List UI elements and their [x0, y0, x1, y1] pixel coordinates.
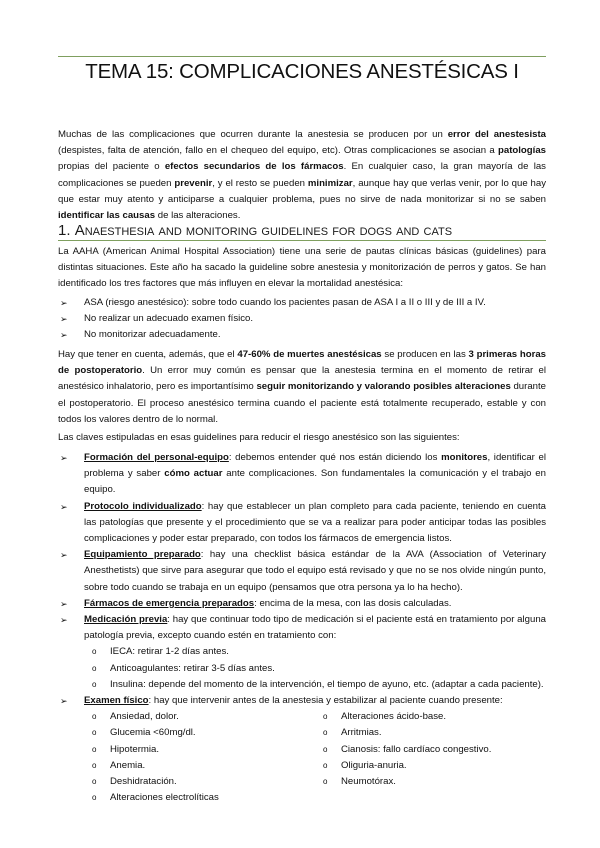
- list-item: ➢ Examen físico: hay que intervenir antes de la anestesia y estabilizar al paciente cuando presente: o Ansiedad, dolor. o Glucemia <60mg/dl. o Hipotermia. o Anemia. o Deshidratación. o Alteraciones electrolíticas o Alteraciones ácido-base. o Arritmias. o Cianosis: fallo cardíaco congestivo. o Oliguria-anuria. o Neumotórax.: [58, 693, 546, 806]
- list-item: o Alteraciones electrolíticas: [84, 790, 315, 806]
- list-item: o Glucemia <60mg/dl.: [84, 725, 315, 741]
- list-item: o Arritmias.: [315, 725, 546, 741]
- list-item: o Anticoagulantes: retirar 3-5 días antes.: [84, 661, 546, 677]
- title-rule: [58, 56, 546, 57]
- risk-factor-list: [58, 295, 546, 344]
- arrow-bullet-icon: ➢: [60, 550, 68, 561]
- list-item: o Alteraciones ácido-base.: [315, 709, 546, 725]
- circle-bullet-icon: o: [92, 777, 97, 787]
- list-item: ➢ Fármacos de emergencia preparados: encima de la mesa, con las dosis calculadas.: [58, 596, 546, 612]
- exam-conditions: [84, 709, 546, 806]
- arrow-bullet-icon: ➢: [60, 615, 68, 626]
- circle-bullet-icon: o: [323, 777, 328, 787]
- circle-bullet-icon: o: [92, 744, 97, 754]
- arrow-bullet-icon: ➢: [60, 298, 68, 308]
- arrow-bullet-icon: ➢: [60, 696, 68, 707]
- list-item: o Deshidratación.: [84, 774, 315, 790]
- list-item: ➢ Protocolo individualizado: hay que establecer un plan completo para cada paciente, teniendo en cuenta las patologías que presente y el procedimiento que se va a realizar para poder anticipar todas las posibles complicaciones y poder estar preparado, con todos los fármacos de emergencia listos.: [60, 500, 547, 545]
- list-item: o Oliguria-anuria.: [315, 758, 546, 774]
- arrow-bullet-icon: ➢: [60, 453, 68, 463]
- list-item: ➢ No realizar un adecuado examen físico.: [58, 311, 546, 327]
- arrow-bullet-icon: ➢: [60, 330, 68, 341]
- section-heading: 1. Anaesthesia and monitoring guidelines for dogs and cats: [58, 222, 453, 239]
- list-item: ➢ Medicación previa: hay que continuar todo tipo de medicación si el paciente está en tratamiento por alguna patología previa, excepto cuando estén en tratamiento con: o IECA: retirar 1-2 días antes. o Anticoagulantes: retirar 3-5 días antes. o Insulina: depende del momento de la intervención, el tiempo de ayuno, etc. (adaptar a cada paciente).: [58, 612, 546, 693]
- exam-conditions-right: [315, 709, 546, 806]
- list-item: o Hipotermia.: [84, 742, 315, 758]
- medication-sublist: [84, 644, 546, 693]
- circle-bullet-icon: o: [92, 728, 97, 738]
- list-item: o Ansiedad, dolor.: [84, 709, 315, 725]
- circle-bullet-icon: o: [323, 728, 328, 738]
- circle-bullet-icon: o: [92, 647, 97, 657]
- list-item: o IECA: retirar 1-2 días antes.: [84, 644, 546, 660]
- section-paragraph-1: La AAHA (American Animal Hospital Association) tiene una serie de pautas clínicas básicas (guidelines) para distintas situaciones. Este año ha sacado la guideline sobre anestesia y monitorización de perros y gatos. Se han identificado los tres factores que más influyen en elevar la mortalidad anestésica:: [58, 246, 546, 290]
- keys-list: [58, 450, 546, 806]
- section-paragraph-2: Hay que tener en cuenta, además, que el 47-60% de muertes anestésicas se producen en las 3 primeras horas de postoperatorio. Un error muy común es pensar que la anestesia termina en el momento de retirar el anestésico inhalatorio, pero es importantísimo seguir monitorizando y valorando posibles alteraciones durante el postoperatorio. El proceso anestésico termina cuando el paciente está totalmente recuperado, estable y con todos los valores dentro de lo normal.: [58, 349, 547, 425]
- list-item: o Anemia.: [84, 758, 315, 774]
- list-item: ➢ No monitorizar adecuadamente.: [58, 327, 546, 343]
- list-item: ➢ Formación del personal-equipo: debemos entender qué nos están diciendo los monitores, identificar el problema y saber cómo actuar ante complicaciones. Son fundamentales la comunicación y el trabajo en equipo.: [60, 452, 546, 496]
- list-item: o Insulina: depende del momento de la intervención, el tiempo de ayuno, etc. (adaptar a cada paciente).: [84, 677, 546, 693]
- list-item: ➢ Equipamiento preparado: hay una checklist básica estándar de la AVA (Association of Veterinary Anesthetists) que sirve para asegurar que todo el equipo está revisado y que no se nos olvide ningún punto, sobre todo cuando se trabaja en un equipo (pensamos que otra persona ya lo ha hecho).: [60, 549, 546, 593]
- exam-conditions-left: [84, 709, 315, 806]
- circle-bullet-icon: o: [92, 793, 97, 803]
- circle-bullet-icon: o: [92, 663, 97, 673]
- circle-bullet-icon: o: [323, 744, 328, 754]
- arrow-bullet-icon: ➢: [60, 598, 68, 609]
- arrow-bullet-icon: ➢: [60, 501, 68, 512]
- list-item: o Neumotórax.: [315, 774, 546, 790]
- arrow-bullet-icon: ➢: [60, 314, 68, 325]
- page-title: TEMA 15: COMPLICACIONES ANESTÉSICAS I: [85, 60, 519, 83]
- section-paragraph-3: Las claves estipuladas en esas guidelines para reducir el riesgo anestésico son las siguientes:: [58, 432, 460, 443]
- list-item: ➢ ASA (riesgo anestésico): sobre todo cuando los pacientes pasan de ASA I a II o III y de III a IV.: [58, 295, 546, 311]
- circle-bullet-icon: o: [92, 760, 97, 770]
- list-item: o Cianosis: fallo cardíaco congestivo.: [315, 742, 546, 758]
- circle-bullet-icon: o: [323, 712, 328, 722]
- circle-bullet-icon: o: [323, 760, 328, 770]
- circle-bullet-icon: o: [92, 679, 97, 689]
- circle-bullet-icon: o: [92, 712, 97, 722]
- intro-paragraph: Muchas de las complicaciones que ocurren durante la anestesia se producen por un error del anestesista (despistes, falta de atención, fallo en el chequeo del equipo, etc). Otras complicaciones se asocian a patologías propias del paciente o efectos secundarios de los fármacos. En cualquier caso, la gran mayoría de las complicaciones se pueden prevenir, y el resto se pueden minimizar, aunque hay que verlas venir, por lo que hay que estar muy atento y anticiparse a cualquier problema, pues no sirve de nada monitorizar si no se saben identificar las causas de las alteraciones.: [58, 129, 546, 222]
- section-rule: [58, 240, 546, 241]
